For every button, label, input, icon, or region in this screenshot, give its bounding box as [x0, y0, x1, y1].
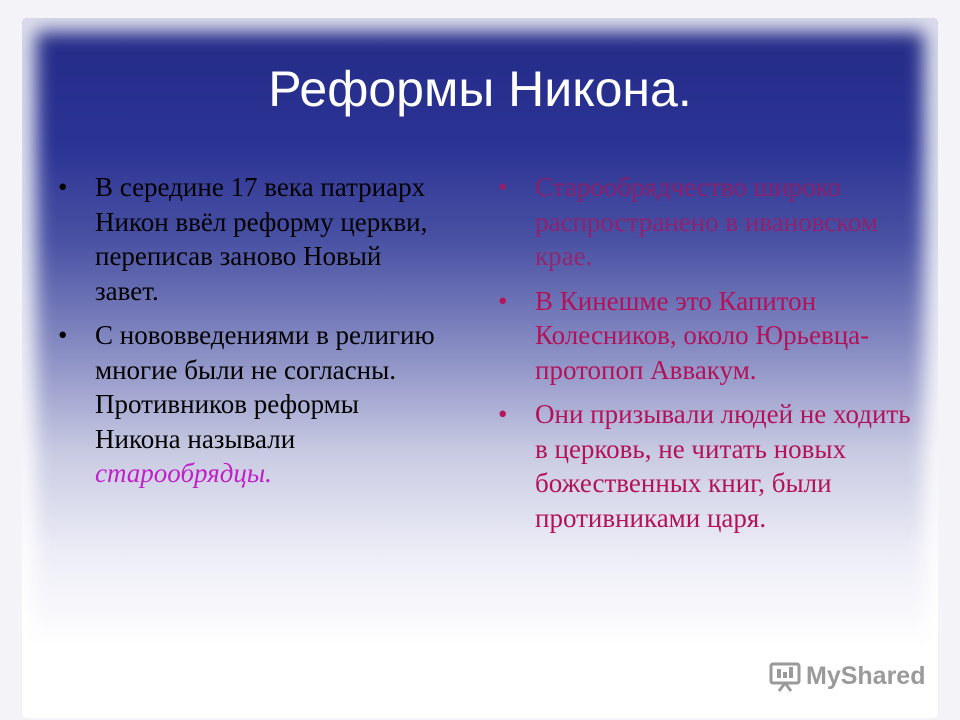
emphasized-term: старообрядцы. — [95, 458, 272, 488]
watermark — [768, 658, 925, 694]
right-bullet-list — [498, 170, 918, 545]
list-item — [58, 170, 448, 308]
left-bullet-list — [58, 170, 448, 501]
list-item-text: Старообрядчество широко распространено в ивановском крае. — [535, 172, 878, 271]
watermark-text: MyShared — [806, 661, 926, 690]
list-item — [498, 170, 918, 274]
list-item-text: С нововведениями в религию многие были не согласны. Противников реформы Никона называли — [95, 320, 435, 454]
slide-title: Реформы Никона. — [268, 61, 692, 117]
bullet-marker: • — [58, 320, 68, 350]
list-item-text: В Кинешме это Капитон Колесников, около Юрьевца- протопоп Аввакум. — [535, 285, 870, 385]
bullet-marker: • — [498, 399, 508, 429]
bullet-marker: • — [498, 172, 508, 202]
list-item-text: В середине 17 века патриарх Никон ввёл реформу церкви, переписав заново Новый завет. — [95, 172, 428, 306]
presentation-icon — [768, 659, 802, 693]
bullet-marker: • — [58, 172, 68, 202]
list-item — [58, 318, 448, 491]
list-item-text: Они призывали людей не ходить в церковь, не читать новых божественных книг, были противниками царя. — [535, 399, 911, 533]
list-item — [498, 284, 918, 388]
list-item — [498, 397, 918, 535]
bullet-marker: • — [498, 285, 508, 316]
